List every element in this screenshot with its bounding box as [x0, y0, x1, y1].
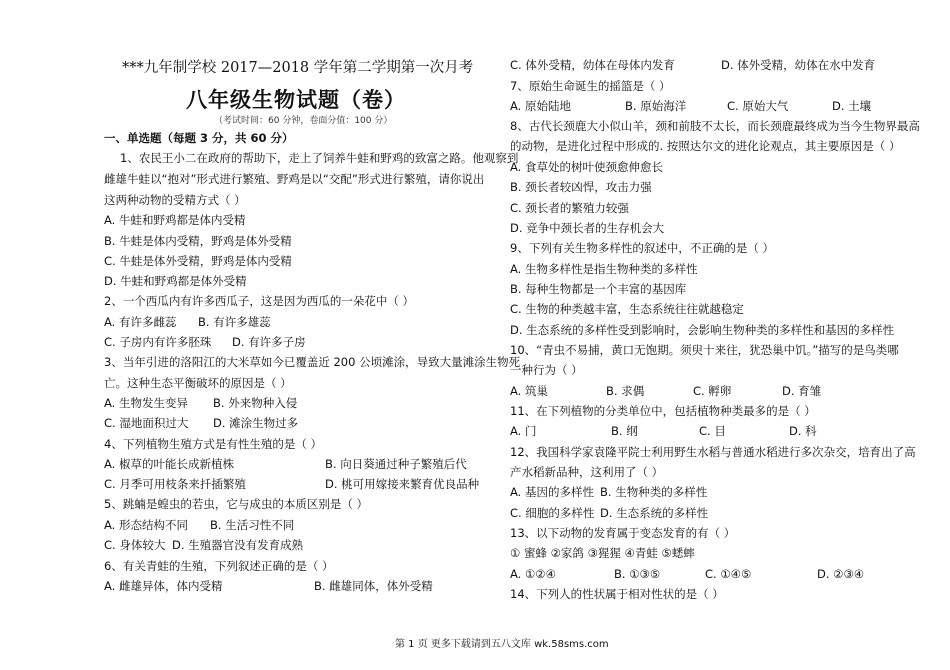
question-10-option-c: C. 孵卵 — [693, 384, 732, 398]
question-8-option-d: D. 竞争中颈长者的生存机会大 — [510, 221, 665, 235]
question-3-option-b: B. 外来物种入侵 — [213, 396, 298, 410]
question-13: 13、以下动物的发育属于变态发育的有（ ） — [510, 526, 736, 540]
question-9-option-d: D. 生态系统的多样性受到影响时，会影响生物种类的多样性和基因的多样性 — [510, 323, 895, 337]
question-4-option-d: D. 桃可用嫁接来繁育优良品种 — [325, 477, 480, 491]
question-12-line-2: 产水稻新品种，这利用了（ ） — [510, 465, 664, 479]
question-14: 14、下列人的性状属于相对性状的是（ ） — [510, 587, 724, 601]
question-4-option-b: B. 向日葵通过种子繁殖后代 — [325, 457, 467, 471]
question-13-option-d: D. ②③④ — [817, 567, 865, 581]
question-12-option-b: B. 生物种类的多样性 — [600, 485, 708, 499]
question-8-line-2: 的动物，是进化过程中形成的. 按照达尔文的进化论观点，其主要原因是（ ） — [510, 139, 901, 153]
section-heading: 一、单选题（每题 3 分，共 60 分） — [104, 131, 294, 145]
question-10-option-a: A. 筑巢 — [510, 384, 548, 398]
question-5-option-c: C. 身体较大 — [104, 538, 166, 552]
question-11-option-a: A. 门 — [510, 424, 537, 438]
question-5-option-d: D. 生殖器官没有发育成熟 — [172, 538, 304, 552]
question-10-line-1: 10、“青虫不易捕，黄口无饱期。须臾十来往，犹恐巢中饥。”描写的是鸟类哪 — [510, 343, 899, 357]
question-1-option-a: A. 牛蛙和野鸡都是体内受精 — [104, 213, 246, 227]
subject-title: 八年级生物试题（卷） — [186, 87, 406, 112]
question-9: 9、下列有关生物多样性的叙述中，不正确的是（ ） — [510, 241, 774, 255]
question-3-option-c: C. 湿地面积过大 — [104, 416, 189, 430]
question-10-option-d: D. 育雏 — [782, 384, 822, 398]
question-11-option-c: C. 目 — [699, 424, 726, 438]
exam-info: （考试时间：60 分钟，卷面分值：100 分） — [214, 116, 393, 126]
question-12-line-1: 12、我国科学家袁隆平院士利用野生水稻与普通水稻进行多次杂交，培育出了高 — [510, 445, 916, 459]
question-8-option-b: B. 颈长者较凶悍，攻击力强 — [510, 180, 652, 194]
question-13-option-c: C. ①④⑤ — [705, 567, 752, 581]
question-6-option-a: A. 雌雄异体，体内受精 — [104, 579, 223, 593]
question-12-option-a: A. 基因的多样性 — [510, 485, 594, 499]
question-13-option-a: A. ①②④ — [510, 567, 556, 581]
question-7-option-a: A. 原始陆地 — [510, 99, 571, 113]
question-10-option-b: B. 求偶 — [606, 384, 645, 398]
question-12-option-d: D. 生态系统的多样性 — [600, 506, 709, 520]
question-1-line-3: 这两种动物的受精方式（ ） — [104, 193, 246, 207]
question-1-option-c: C. 牛蛙是体外受精，野鸡是体内受精 — [104, 254, 292, 268]
question-1-option-b: B. 牛蛙是体内受精，野鸡是体外受精 — [104, 234, 292, 248]
question-6-option-b: B. 雌雄同体，体外受精 — [314, 579, 433, 593]
question-4-option-a: A. 椒草的叶能长成新植株 — [104, 457, 234, 471]
question-4-option-c: C. 月季可用枝条来扦插繁殖 — [104, 477, 246, 491]
question-3-option-d: D. 滩涂生物过多 — [213, 416, 299, 430]
question-6-option-c: C. 体外受精，幼体在母体内发育 — [510, 58, 675, 72]
question-3-line-1: 3、当年引进的洛阳江的大米草如今已覆盖近 200 公顷滩涂，导致大量滩涂生物死 — [104, 355, 521, 369]
question-2: 2、一个西瓜内有许多西瓜子，这是因为西瓜的一朵花中（ ） — [104, 294, 414, 308]
question-7-option-b: B. 原始海洋 — [625, 99, 687, 113]
question-2-option-c: C. 子房内有许多胚珠 — [104, 335, 212, 349]
question-2-option-a: A. 有许多雌蕊 — [104, 315, 177, 329]
school-exam-title: ***九年制学校 2017—2018 学年第二学期第一次月考 — [122, 60, 474, 76]
question-1-option-d: D. 牛蛙和野鸡都是体外受精 — [104, 274, 247, 288]
question-3-line-2: 亡。这种生态平衡破坏的原因是（ ） — [104, 376, 292, 390]
question-11-option-b: B. 纲 — [611, 424, 638, 438]
question-8-option-c: C. 颈长者的繁殖力较强 — [510, 201, 629, 215]
question-9-option-b: B. 每种生物都是一个丰富的基因库 — [510, 282, 687, 296]
question-8-line-1: 8、古代长颈鹿大小似山羊，颈和前肢不太长，而长颈鹿最终成为当今生物界最高 — [510, 119, 920, 133]
question-9-option-c: C. 生物的种类越丰富，生态系统往往就越稳定 — [510, 302, 744, 316]
question-5: 5、跳蝻是蝗虫的若虫，它与成虫的本质区别是（ ） — [104, 497, 368, 511]
question-11-option-d: D. 科 — [789, 424, 817, 438]
question-9-option-a: A. 生物多样性是指生物种类的多样性 — [510, 262, 698, 276]
question-2-option-b: B. 有许多雄蕊 — [198, 315, 271, 329]
question-7-option-c: C. 原始大气 — [727, 99, 789, 113]
question-3-option-a: A. 生物发生变异 — [104, 396, 188, 410]
question-7: 7、原始生命诞生的摇篮是（ ） — [510, 79, 671, 93]
question-1-line-1: 1、农民王小二在政府的帮助下，走上了饲养牛蛙和野鸡的致富之路。他观察到 — [120, 151, 519, 165]
question-11: 11、在下列植物的分类单位中，包括植物种类最多的是（ ） — [510, 404, 816, 418]
question-5-option-a: A. 形态结构不同 — [104, 518, 188, 532]
question-10-line-2: 一种行为（ ） — [510, 363, 583, 377]
question-6-option-d: D. 体外受精，幼体在水中发育 — [721, 58, 876, 72]
question-6: 6、有关青蛙的生殖，下列叙述正确的是（ ） — [104, 559, 334, 573]
question-7-option-d: D. 土壤 — [832, 99, 872, 113]
question-4: 4、下列植物生殖方式是有性生殖的是（ ） — [104, 437, 322, 451]
question-12-option-c: C. 细胞的多样性 — [510, 506, 595, 520]
page-footer: 第 1 页 更多下载请到五八文库 wk.58sms.com — [395, 639, 609, 650]
question-13-items: ① 蜜蜂 ②家鸽 ③猩猩 ④青蛙 ⑤蟋蟀 — [510, 546, 695, 560]
question-1-line-2: 雌雄牛蛙以“抱对”形式进行繁殖、野鸡是以“交配”形式进行繁殖，请你说出 — [104, 172, 485, 186]
question-13-option-b: B. ①③⑤ — [614, 567, 661, 581]
question-2-option-d: D. 有许多子房 — [232, 335, 306, 349]
question-5-option-b: B. 生活习性不同 — [210, 518, 295, 532]
question-8-option-a: A. 食草处的树叶使颈愈伸愈长 — [510, 160, 663, 174]
